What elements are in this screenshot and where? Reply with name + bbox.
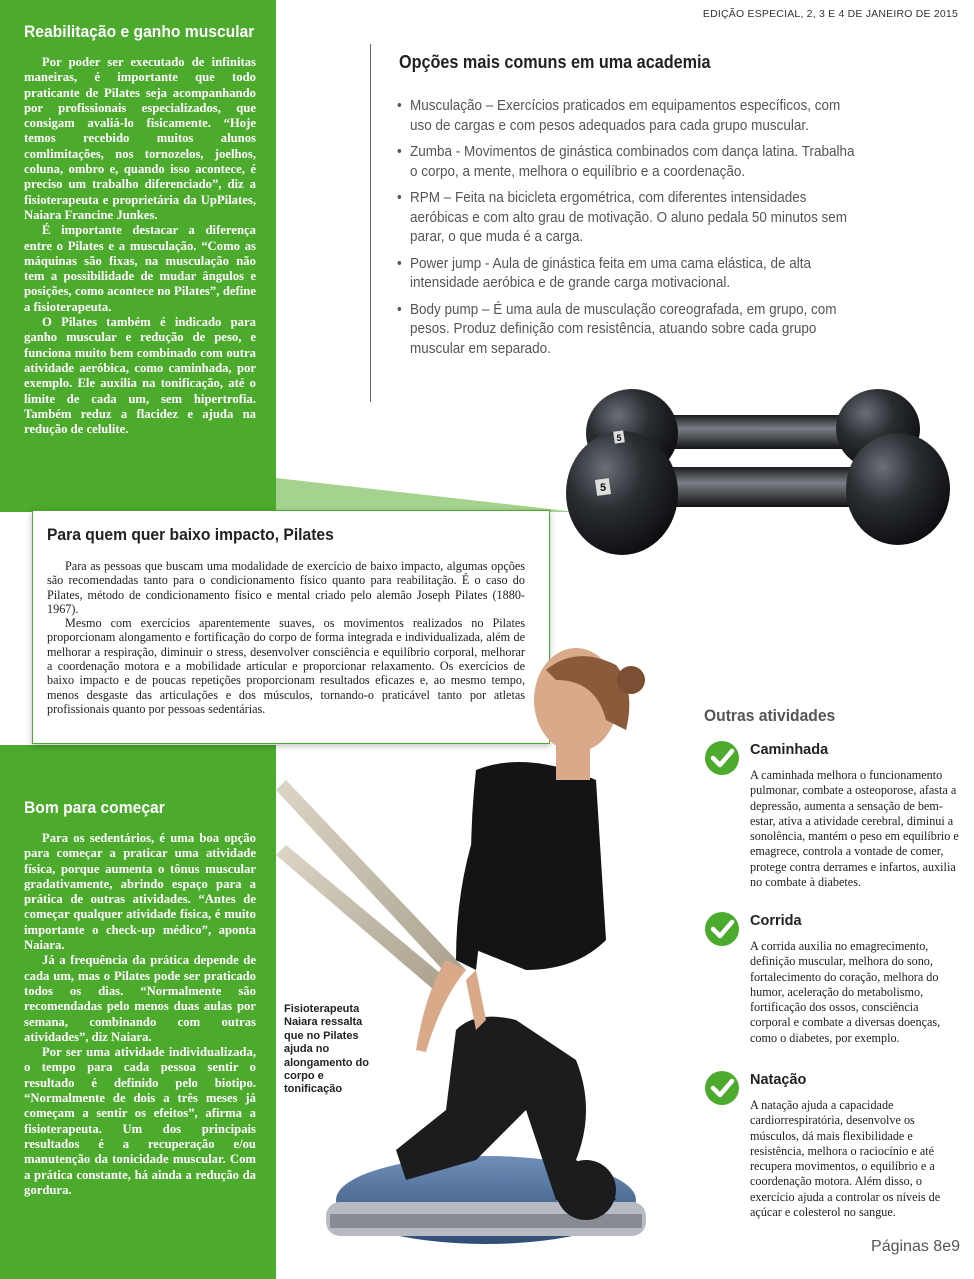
activity-name: Natação (750, 1072, 807, 1088)
comecar-title: Bom para começar (24, 798, 165, 817)
baixo-impacto-paragraph: Mesmo com exercícios aparentemente suaves, os movimentos realizados no Pilates proporcionam alongamento e fortificação do corpo de forma integrada e individualizada, além de melhorar a respiração, diminuir o stress, desenvolver consciência e equilíbrio corporal, melhorar a coordenação motora e a mobilidade articular e proporcionar relaxamento. Os exercícios de baixo impacto e de poucas repetições proporcionam resultados eficazes e, ao mesmo tempo, menos desgaste das articulações e dos músculos, tornando-o praticável tanto por atletas profissionais quanto por pessoas sedentárias. (47, 616, 525, 716)
reabilitacao-title: Reabilitação e ganho muscular (24, 22, 255, 41)
opcoes-section (370, 44, 855, 402)
comecar-paragraph: Já a frequência da prática depende de cada um, mas o Pilates pode ser praticado todos os dias. “Normalmente são recomendadas pelo menos duas aulas por semana, combinando com outras atividades”, diz Naiara. (24, 953, 256, 1044)
opcoes-item: • Body pump – É uma aula de musculação coreografada, em grupo, com pesos. Produz definição com resistência, atuando sobre cada grupo muscular em separado. (397, 301, 862, 360)
activity-name: Caminhada (750, 742, 829, 758)
reabilitacao-paragraph: É importante destacar a diferença entre o Pilates e a musculação. “Como as máquinas são fixas, na musculação não tem a possibilidade de mudar ângulos e posições, como acontece no Pilates”, define a fisioterapeuta. (24, 223, 256, 314)
reabilitacao-paragraph: O Pilates também é indicado para ganho muscular e redução de peso, e funciona muito bem combinado com outra atividade aeróbica, como caminhada, por exemplo. Ele auxilia na tonificação, até o limite de cada um, sem hipertrofia. Também reduz a flacidez e ajuda na redução de celulite. (24, 315, 256, 437)
green-wedge (276, 478, 576, 512)
check-icon (704, 911, 740, 947)
outras-atividades-title: Outras atividades (704, 706, 836, 725)
opcoes-item: • Power jump - Aula de ginástica feita em uma cama elástica, de alta intensidade aeróbica e de grande carga motivacional. (397, 255, 862, 294)
photo-caption: Fisioterapeuta Naiara ressalta que no Pilates ajuda no alongamento do corpo e tonificação (284, 1003, 369, 1096)
check-icon (704, 740, 740, 776)
opcoes-title: Opções mais comuns em uma academia (399, 52, 711, 72)
dumbbells-image (560, 385, 960, 565)
opcoes-item: • Zumba - Movimentos de ginástica combinados com dança latina. Trabalha o corpo, a mente, melhora o equilíbrio e a coordenação. (397, 143, 862, 182)
edition-date: EDIÇÃO ESPECIAL, 2, 3 E 4 DE JANEIRO DE 2015 (702, 8, 958, 20)
opcoes-item: • Musculação – Exercícios praticados em equipamentos específicos, com uso de cargas e com pesos adequados para cada grupo muscular. (397, 97, 862, 136)
pilates-woman-photo (276, 640, 706, 1270)
opcoes-item: • RPM – Feita na bicicleta ergométrica, com diferentes intensidades aeróbicas e com alto grau de motivação. O aluno pedala 50 minutos sem parar, o que muda é a carga. (397, 189, 862, 248)
activity-corrida (704, 911, 960, 1061)
comecar-paragraph: Por ser uma atividade individualizada, o tempo para cada pessoa sentir o resultado é definido pelo biotipo. “Normalmente de dois a três meses já começam a sentir os efeitos”, afirma a fisioterapeuta. Um dos principais resultados é a recuperação e/ou manutenção da tonicidade muscular. Com a prática constante, há ainda a redução da gordura. (24, 1045, 256, 1197)
dumbbell-weight-label: 5 (599, 482, 607, 494)
activity-caminhada (704, 740, 960, 910)
activity-text: A corrida auxilia no emagrecimento, definição muscular, melhora do sono, fortalecimento do coração, melhora do humor, aceleração do metabolismo, fortificação dos ossos, consciência corporal e combate a diversas doenças, como o diabetes, por exemplo. (750, 939, 941, 1045)
activity-natacao (704, 1070, 960, 1230)
page-footer: Páginas 8e9 (871, 1238, 960, 1255)
reabilitacao-text (24, 55, 256, 437)
check-icon (704, 1070, 740, 1106)
opcoes-list (397, 97, 897, 359)
activity-name: Corrida (750, 913, 802, 929)
dumbbell-weight-label: 5 (616, 433, 622, 443)
baixo-impacto-title: Para quem quer baixo impacto, Pilates (47, 525, 334, 544)
reabilitacao-paragraph: Por poder ser executado de infinitas maneiras, é importante que todo praticante de Pilates seja acompanhando por profissionais especializados, que consigam avaliá-lo fisicamente. “Hoje temos recebido muitos alunos comlimitações, nos tornozelos, joelhos, coluna, ombro e, quando isso acontece, é preciso um trabalho diferenciado”, diz a fisioterapeuta e proprietária da UpPilates, Naiara Francine Junkes. (24, 55, 256, 222)
activity-text: A caminhada melhora o funcionamento pulmonar, combate a osteoporose, afasta a depressão, aumenta a sensação de bem-estar, ativa a atividade cerebral, diminui a sonolência, mantém o peso em equilíbrio e emagrece, controla a vontade de comer, protege contra derrames e infartos, auxilia no combate à diabetes. (750, 768, 959, 890)
activity-text: A natação ajuda a capacidade cardiorrespiratória, desenvolve os músculos, dá mais flexibilidade e resistência, melhora o raciocínio e até recupera movimentos, o equilíbrio e a coordenação motora. Além disso, o exercício ajuda a controlar os níveis de açúcar e colesterol no sangue. (750, 1098, 941, 1220)
baixo-impacto-paragraph: Para as pessoas que buscam uma modalidade de exercício de baixo impacto, algumas opções são recomendadas tanto para o condicionamento físico quanto para reabilitação. É o caso do Pilates, método de condicionamento físico e mental criado pelo alemão Joseph Pilates (1880-1967). (47, 559, 525, 616)
comecar-text (24, 831, 256, 1198)
comecar-paragraph: Para os sedentários, é uma boa opção para começar a praticar uma atividade física, porque aumenta o tônus muscular gradativamente, abrindo espaço para a prática de outras atividades. “Antes de começar qualquer atividade física, é muito importante o check-up médico”, aponta Naiara. (24, 831, 256, 953)
